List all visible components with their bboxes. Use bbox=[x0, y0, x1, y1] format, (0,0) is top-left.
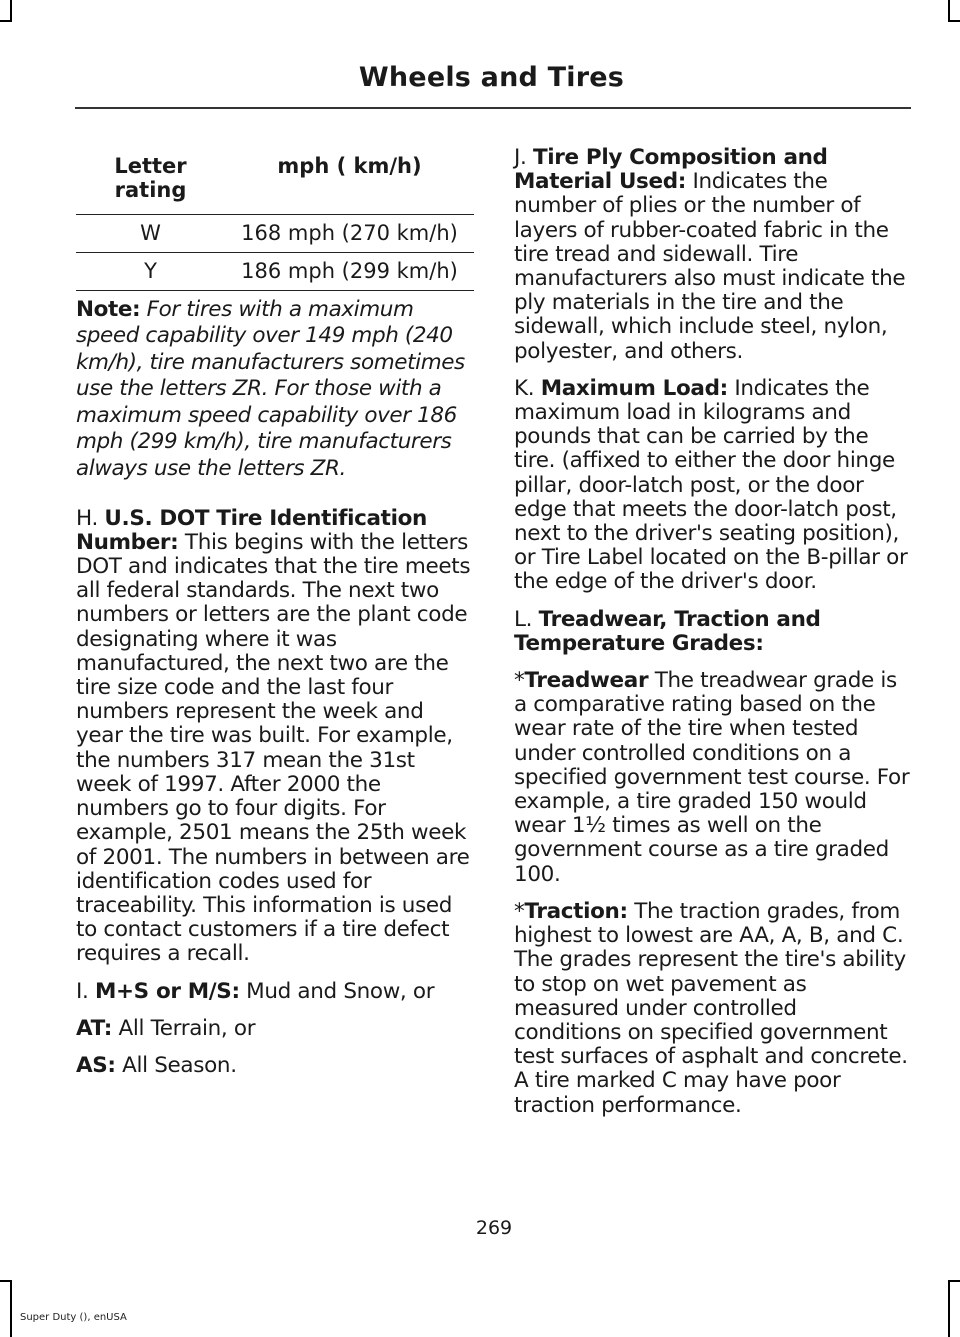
section-traction-heading: Traction: bbox=[524, 898, 628, 924]
section-at-text: All Terrain, or bbox=[118, 1015, 256, 1041]
section-treadwear bbox=[514, 669, 910, 887]
table-cell-speed: 168 mph (270 km/h) bbox=[225, 214, 474, 252]
section-j-heading: Tire Ply Composition and Material Used: bbox=[514, 145, 828, 195]
section-treadwear-heading: Treadwear bbox=[524, 668, 649, 694]
section-h-heading: U.S. DOT Tire Identification Number: bbox=[76, 505, 427, 555]
section-h-text: This begins with the letters DOT and indicates that the tire meets all federal standards. The next two numbers or letters are the plant code designating where it was manufactured, the next two are the tire size code and the last four numbers represent the week and year the tire was built. For example, the numbers 317 mean the 31st week of 1997. After 2000 the numbers go to four digits. For example, 2501 means the 25th week of 2001. The numbers in between are identification codes used for traceability. This information is used to contact customers if a tire defect requires a recall. bbox=[76, 529, 471, 967]
table-cell-speed: 186 mph (299 km/h) bbox=[225, 252, 474, 290]
table-cell-letter: W bbox=[76, 214, 225, 252]
section-i-heading: M+S or M/S: bbox=[94, 978, 240, 1004]
crop-mark bbox=[948, 0, 950, 20]
section-treadwear-prefix: * bbox=[514, 668, 525, 694]
note-text: For tires with a maximum speed capability over 149 mph (240 km/h), tire manufacturers sometimes use the letters ZR. For those with a maximum speed capability over 186 mph (299 km/h), tire manufacturers always use the letters ZR. bbox=[76, 296, 465, 482]
section-k-prefix: K. bbox=[514, 375, 535, 401]
crop-mark bbox=[10, 0, 12, 20]
section-as-heading: AS: bbox=[76, 1052, 116, 1078]
section-k-heading: Maximum Load: bbox=[540, 375, 728, 401]
right-column bbox=[514, 146, 910, 1131]
section-at bbox=[76, 1017, 474, 1041]
section-h bbox=[76, 507, 474, 967]
crop-mark bbox=[948, 20, 960, 22]
crop-mark bbox=[948, 1280, 960, 1282]
table-row bbox=[76, 252, 474, 290]
section-j-prefix: J. bbox=[514, 145, 527, 170]
section-traction-text: The traction grades, from highest to lowest are AA, A, B, and C. The grades represent the tire's ability to stop on wet pavement as measured under controlled conditions on specified government test surfaces of asphalt and concrete. A tire marked C may have poor traction performance. bbox=[514, 898, 908, 1118]
note-paragraph bbox=[76, 297, 474, 483]
section-l-heading: Treadwear, Traction and Temperature Grades: bbox=[514, 606, 821, 656]
section-traction-prefix: * bbox=[514, 898, 525, 924]
document-id: Super Duty (), enUSA bbox=[20, 1312, 127, 1323]
section-l-prefix: L. bbox=[514, 606, 533, 632]
crop-mark bbox=[0, 1280, 12, 1282]
section-l bbox=[514, 608, 910, 656]
section-traction bbox=[514, 900, 910, 1118]
header-divider bbox=[75, 107, 911, 109]
section-j-text: Indicates the number of plies or the number of layers of rubber-coated fabric in the tire tread and sidewall. Tire manufacturers also must indicate the ply materials in the tire and the sidewall, which include steel, nylon, polyester, and others. bbox=[514, 169, 906, 364]
page-title: Wheels and Tires bbox=[358, 62, 624, 93]
note-label: Note: bbox=[76, 296, 141, 322]
table-header-letter-rating: Letter rating bbox=[76, 146, 225, 214]
section-k bbox=[514, 377, 910, 595]
crop-mark bbox=[948, 1280, 950, 1337]
table-cell-letter: Y bbox=[76, 252, 225, 290]
left-column bbox=[76, 146, 474, 1091]
section-as-text: All Season. bbox=[122, 1052, 237, 1078]
section-at-heading: AT: bbox=[76, 1015, 113, 1041]
section-i-text: Mud and Snow, or bbox=[246, 978, 435, 1004]
table-row bbox=[76, 214, 474, 252]
section-treadwear-text: The treadwear grade is a comparative rating based on the wear rate of the tire when tested under controlled conditions on a specified government test course. For example, a tire graded 150 would wear 1½ times as well on the government course as a tire graded 100. bbox=[514, 668, 910, 887]
section-j bbox=[514, 146, 910, 364]
table-header-row bbox=[76, 146, 474, 214]
section-i-prefix: I. bbox=[76, 978, 89, 1004]
section-i bbox=[76, 980, 474, 1004]
crop-mark bbox=[0, 20, 12, 22]
crop-mark bbox=[10, 1280, 12, 1337]
speed-rating-table bbox=[76, 146, 474, 291]
page-number: 269 bbox=[475, 1217, 513, 1239]
section-as bbox=[76, 1054, 474, 1078]
section-h-prefix: H. bbox=[76, 505, 98, 531]
table-header-speed: mph ( km/h) bbox=[225, 146, 474, 214]
section-k-text: Indicates the maximum load in kilograms and pounds that can be carried by the tire. (affixed to either the door hinge pillar, door-latch post, or the door edge that meets the door-latch post, next to the driver's seating position), or Tire Label located on the B-pillar or the edge of the driver's door. bbox=[514, 375, 908, 595]
